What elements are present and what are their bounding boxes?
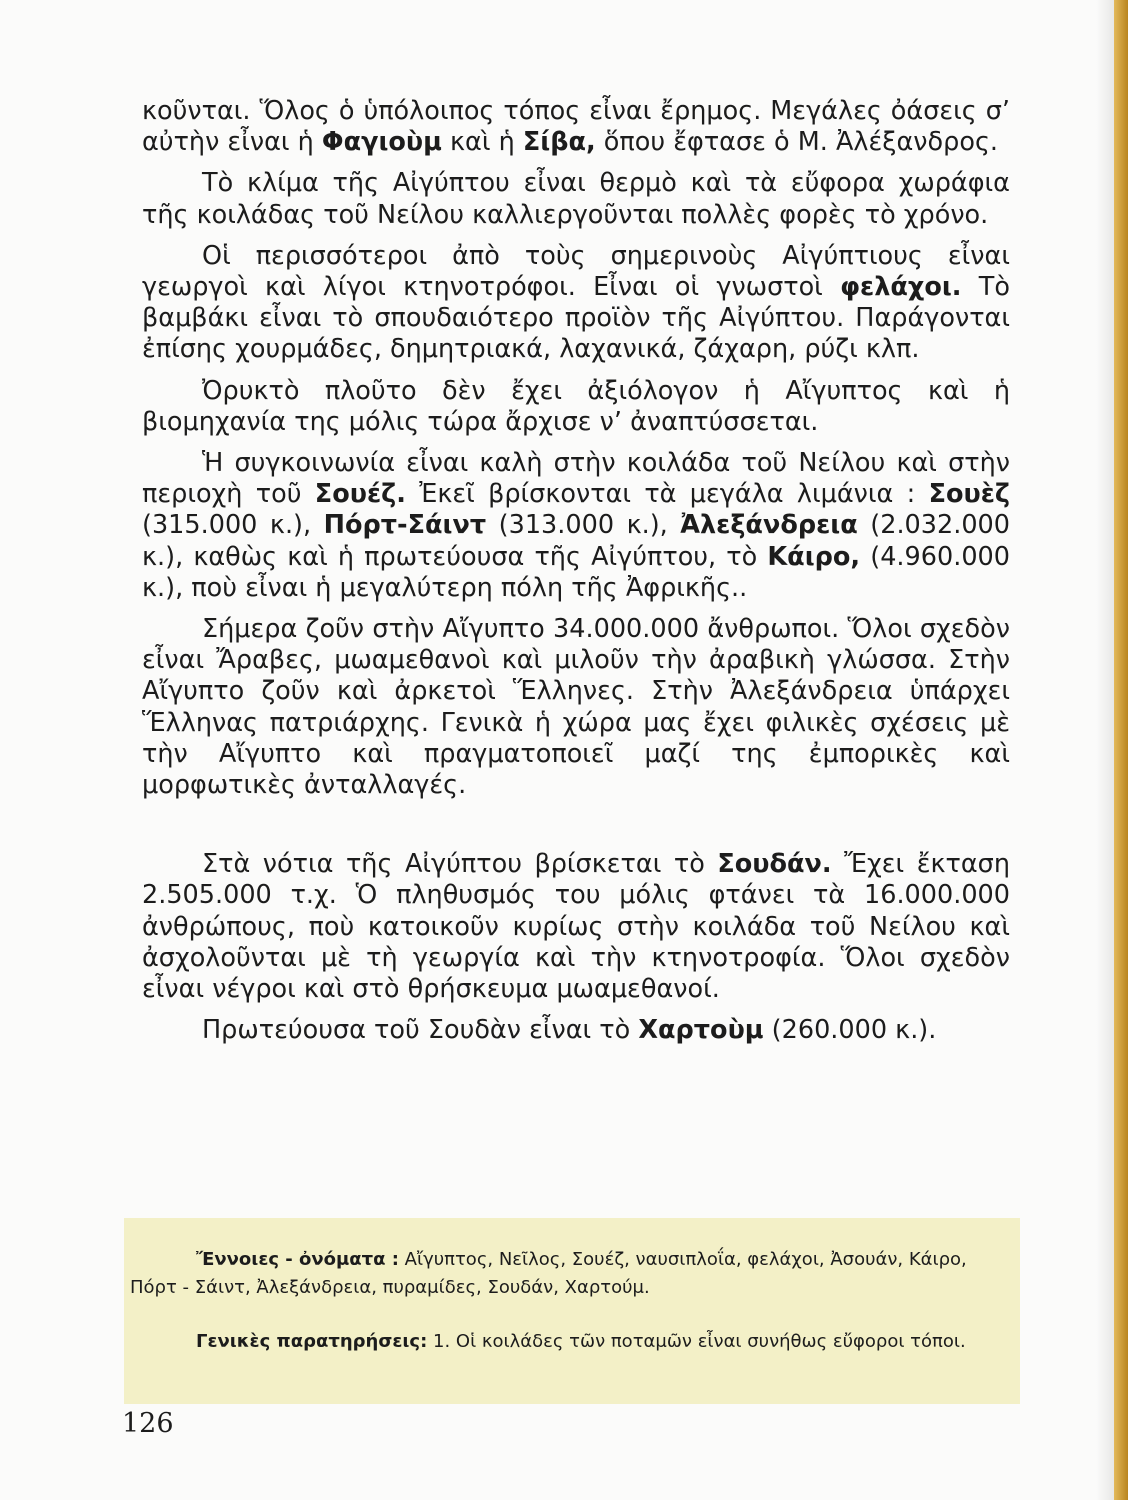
page-body-text — [142, 96, 1010, 1046]
bold-term: Σίβα, — [522, 127, 596, 158]
bold-term: Γενικὲς παρατηρήσεις: — [196, 1331, 428, 1352]
text-run: Πρωτεύουσα τοῦ Σουδὰν εἶναι τὸ — [202, 1015, 639, 1046]
text-run: Ὀρυκτὸ πλοῦτο δὲν ἔχει ἀξιόλογον ἡ Αἴγυπτος καὶ ἡ βιομηχανία της μόλις τώρα ἄρχισε ν’ ἀναπτύσσεται. — [142, 375, 1010, 437]
paragraph-p3 — [142, 241, 1010, 366]
paragraph-s2 — [130, 1328, 994, 1356]
text-run: Ἐκεῖ βρίσκονται τὰ μεγάλα λιμάνια : — [405, 479, 929, 510]
bold-term: Πόρτ-Σάιντ — [323, 510, 487, 541]
paragraph-p8 — [142, 1015, 1010, 1046]
paragraph-p5 — [142, 448, 1010, 604]
text-run: (2.032.000 κ.), καθὼς καὶ ἡ πρωτεύουσα τῆς Αἰγύπτου, τὸ — [142, 510, 1010, 572]
paragraph-p2 — [142, 168, 1010, 230]
paragraph-p1 — [142, 96, 1010, 158]
text-run: (4.960.000 κ.), ποὺ εἶναι ἡ μεγαλύτερη πόλη τῆς Ἀφρικῆς.. — [142, 541, 1010, 603]
bold-term: Σουέζ. — [314, 479, 406, 510]
bold-term: Κάιρο, — [767, 541, 861, 572]
text-run: κοῦνται. Ὅλος ὁ ὑπόλοιπος τόπος εἶναι ἔρημος. Μεγάλες ὀάσεις σ’ αὐτὴν εἶναι ἡ — [142, 96, 1010, 158]
bold-term: Ἀλεξάνδρεια — [680, 510, 858, 541]
book-spine-edge — [1114, 0, 1128, 1500]
paragraph-p6 — [142, 614, 1010, 801]
text-run: Τὸ βαμβάκι εἶναι τὸ σπουδαιότερο προϊὸν τῆς Αἰγύπτου. Παράγονται ἐπίσης χουρμάδες, δημητριακά, λαχανικά, ζάχαρη, ρύζι κλπ. — [142, 272, 1010, 365]
text-run: (315.000 κ.), — [142, 510, 324, 541]
bold-term: φελάχοι. — [840, 272, 962, 303]
text-run: (260.000 κ.). — [763, 1015, 937, 1046]
text-run: ὅπου ἔφτασε ὁ Μ. Ἀλέξανδρος. — [595, 127, 999, 158]
text-run: Σήμερα ζοῦν στὴν Αἴγυπτο 34.000.000 ἄνθρωποι. Ὅλοι σχεδὸν εἶναι Ἄραβες, μωαμεθανοὶ καὶ μιλοῦν τὴν ἀραβικὴ γλώσσα. Στὴν Αἴγυπτο ζοῦν καὶ ἀρκετοὶ Ἕλληνες. Στὴν Ἀλεξάνδρεια ὑπάρχει Ἕλληνας πατριάρχης. Γενικὰ ἡ χώρα μας ἔχει φιλικὲς σχέσεις μὲ τὴν Αἴγυπτο καὶ πραγματοποιεῖ μαζί της ἐμπορικὲς καὶ μορφωτικὲς ἀνταλλαγές. — [142, 614, 1010, 801]
bold-term: Ἔννοιες - ὀνόματα : — [196, 1249, 399, 1270]
bold-term: Φαγιοὺμ — [321, 127, 442, 158]
text-run: Ἔχει ἔκταση 2.505.000 τ.χ. Ὁ πληθυσμός του μόλις φτάνει τὰ 16.000.000 ἀνθρώπους, ποὺ κατοικοῦν κυρίως στὴν κοιλάδα τοῦ Νείλου καὶ ἀσχολοῦνται μὲ τὴ γεωργία καὶ τὴν κτηνοτροφία. Ὅλοι σχεδὸν εἶναι νέγροι καὶ στὸ θρήσκευμα μωαμεθανοί. — [142, 849, 1010, 1005]
paragraph-p7 — [142, 849, 1010, 1005]
text-run: (313.000 κ.), — [486, 510, 681, 541]
text-run: Ἡ συγκοινωνία εἶναι καλὴ στὴν κοιλάδα τοῦ Νείλου καὶ στὴν περιοχὴ τοῦ — [142, 448, 1010, 510]
text-run: Οἱ περισσότεροι ἀπὸ τοὺς σημερινοὺς Αἰγύπτιους εἶναι γεωργοὶ καὶ λίγοι κτηνοτρόφοι. Εἶναι οἱ γνωστοὶ — [142, 240, 1010, 303]
paragraph-s1 — [130, 1246, 994, 1302]
summary-box-text — [130, 1246, 994, 1356]
text-run: Αἴγυπτος, Νεῖλος, Σουέζ, ναυσιπλοΐα, φελάχοι, Ἀσουάν, Κάιρο, Πόρτ - Σάιντ, Ἀλεξάνδρεια, πυραμίδες, Σουδάν, Χαρτούμ. — [130, 1249, 967, 1298]
text-run: Τὸ κλίμα τῆς Αἰγύπτου εἶναι θερμὸ καὶ τὰ εὔφορα χωράφια τῆς κοιλάδας τοῦ Νείλου καλλιεργοῦνται πολλὲς φορὲς τὸ χρόνο. — [142, 168, 1010, 230]
bold-term: Σουὲζ — [928, 479, 1010, 510]
bold-term: Χαρτοὺμ — [638, 1015, 764, 1046]
bold-term: Σουδάν. — [717, 849, 832, 880]
text-run: 1. Οἱ κοιλάδες τῶν ποταμῶν εἶναι συνήθως εὔφοροι τόποι. — [427, 1331, 966, 1352]
summary-box — [124, 1218, 1020, 1404]
text-run: καὶ ἡ — [441, 127, 523, 158]
page-gutter-shadow — [1096, 0, 1114, 1500]
text-run: Στὰ νότια τῆς Αἰγύπτου βρίσκεται τὸ — [202, 849, 718, 880]
paragraph-p4 — [142, 376, 1010, 438]
page-number: 126 — [122, 1408, 174, 1439]
